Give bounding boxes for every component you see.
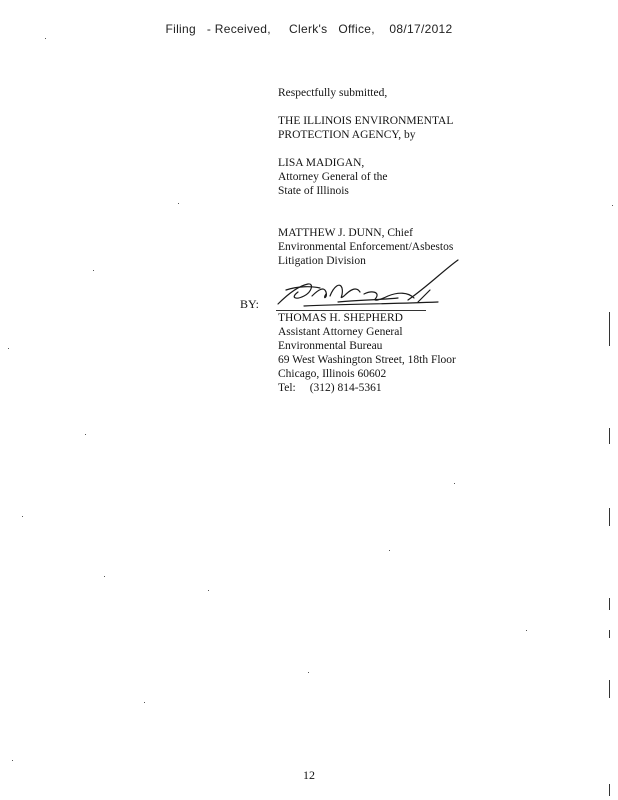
handwritten-signature-icon <box>268 256 468 316</box>
phone-number: (312) 814-5361 <box>309 382 382 394</box>
attorney-street: 69 West Washington Street, 18th Floor <box>278 354 456 366</box>
phone-label: Tel: <box>278 382 296 394</box>
scan-edge-mark <box>609 598 610 610</box>
salutation-text: Respectfully submitted, <box>278 87 388 99</box>
scan-edge-mark <box>609 508 610 526</box>
scan-speck <box>144 702 145 703</box>
by-label: BY: <box>240 297 259 311</box>
page-number: 12 <box>303 768 315 782</box>
scan-speck <box>104 576 105 577</box>
chief-name: MATTHEW J. DUNN, Chief <box>278 227 413 239</box>
scan-speck <box>22 516 23 517</box>
chief-division-line-2: Litigation Division <box>278 255 366 267</box>
party-block <box>278 114 453 142</box>
attorney-city: Chicago, Illinois 60602 <box>278 368 387 380</box>
scan-speck <box>208 590 209 591</box>
attorney-bureau: Environmental Bureau <box>278 340 383 352</box>
scan-edge-mark <box>609 784 610 796</box>
scan-speck <box>389 550 390 551</box>
scan-speck <box>178 203 179 204</box>
scan-speck <box>308 672 309 673</box>
attorney-title: Assistant Attorney General <box>278 326 403 338</box>
scan-speck <box>93 270 94 271</box>
scan-speck <box>8 348 9 349</box>
filing-header: Filing - Received, Clerk's Office, 08/17/2012 <box>165 22 453 36</box>
attorney-general-block <box>278 156 388 198</box>
scan-speck <box>454 483 455 484</box>
scan-speck <box>45 38 46 39</box>
scan-edge-mark <box>609 630 610 638</box>
ag-state: State of Illinois <box>278 185 349 197</box>
attorney-contact-block <box>278 311 456 395</box>
closing-salutation <box>278 86 387 100</box>
party-line-2: PROTECTION AGENCY, by <box>278 129 416 141</box>
attorney-name: THOMAS H. SHEPHERD <box>278 312 403 324</box>
scan-speck <box>85 434 86 435</box>
ag-title: Attorney General of the <box>278 171 388 183</box>
scan-edge-mark <box>609 428 610 444</box>
attorney-phone <box>278 381 456 395</box>
party-line-1: THE ILLINOIS ENVIRONMENTAL <box>278 115 454 127</box>
scan-edge-mark <box>609 680 610 698</box>
scan-speck <box>612 205 613 206</box>
scan-edge-mark <box>609 312 610 346</box>
chief-division-line-1: Environmental Enforcement/Asbestos <box>278 241 454 253</box>
scan-speck <box>12 760 13 761</box>
scan-speck <box>526 630 527 631</box>
ag-name: LISA MADIGAN, <box>278 157 365 169</box>
